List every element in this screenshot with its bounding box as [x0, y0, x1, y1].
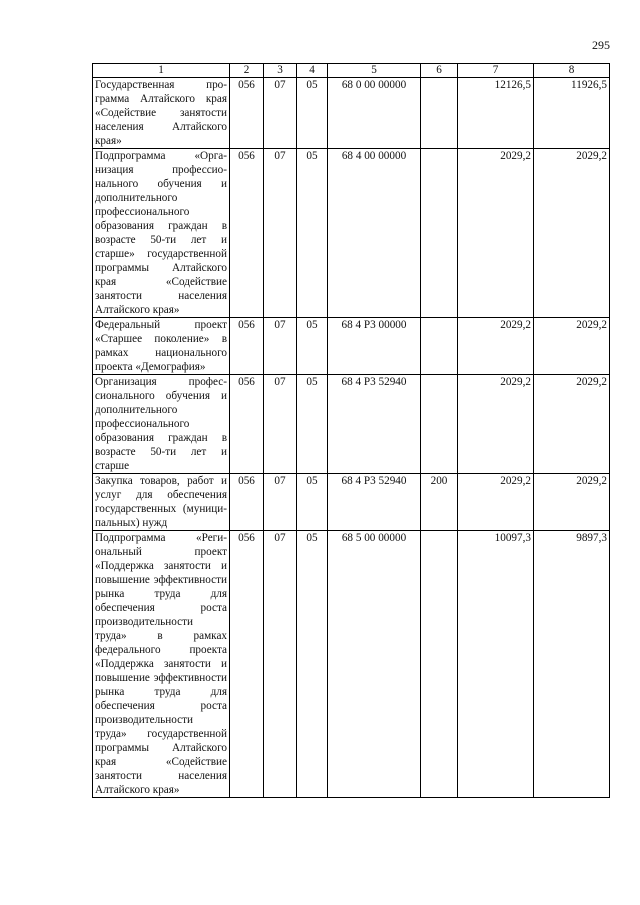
- table-row: [93, 318, 610, 375]
- target-article-code: 68 4 Р3 52940: [328, 375, 421, 474]
- subsection-code: 05: [297, 531, 328, 798]
- column-header: 2: [230, 64, 264, 78]
- ministry-code: 056: [230, 149, 264, 318]
- column-header: 7: [458, 64, 534, 78]
- amount-year-1: 12126,5: [458, 78, 534, 149]
- ministry-code: 056: [230, 474, 264, 531]
- column-header: 4: [297, 64, 328, 78]
- subsection-code: 05: [297, 474, 328, 531]
- amount-year-1: 2029,2: [458, 375, 534, 474]
- ministry-code: 056: [230, 375, 264, 474]
- column-header: 5: [328, 64, 421, 78]
- subsection-code: 05: [297, 318, 328, 375]
- section-code: 07: [264, 474, 297, 531]
- row-name: Подпрограмма «Организация профессионального обучения и дополнительного профессионального образования граждан в возрасте 50-ти лет и старше» государственной программы Алтайского края «Содействие занятости населения Алтайского края»: [93, 149, 230, 318]
- expense-type-code: [421, 78, 458, 149]
- amount-year-1: 2029,2: [458, 318, 534, 375]
- section-code: 07: [264, 78, 297, 149]
- ministry-code: 056: [230, 78, 264, 149]
- row-name: Федеральный проект «Старшее поколение» в рамках национального проекта «Демография»: [93, 318, 230, 375]
- column-header: 8: [534, 64, 610, 78]
- table-row: [93, 149, 610, 318]
- amount-year-1: 10097,3: [458, 531, 534, 798]
- expense-type-code: [421, 375, 458, 474]
- expense-type-code: [421, 531, 458, 798]
- row-name: Государственная программа Алтайского края «Содействие занятости населения Алтайского края»: [93, 78, 230, 149]
- amount-year-2: 2029,2: [534, 149, 610, 318]
- section-code: 07: [264, 318, 297, 375]
- column-header: 1: [93, 64, 230, 78]
- target-article-code: 68 4 Р3 52940: [328, 474, 421, 531]
- target-article-code: 68 4 00 00000: [328, 149, 421, 318]
- expense-type-code: 200: [421, 474, 458, 531]
- subsection-code: 05: [297, 149, 328, 318]
- amount-year-1: 2029,2: [458, 474, 534, 531]
- row-name: Подпрограмма «Региональный проект «Поддержка занятости и повышение эффективности рынка труда для обеспечения роста производительности труда» в рамках федерального проекта «Поддержка занятости и повышение эффективности рынка труда для обеспечения роста производительности труда» государственной программы Алтайского края «Содействие занятости населения Алтайского края»: [93, 531, 230, 798]
- table-row: [93, 78, 610, 149]
- amount-year-2: 2029,2: [534, 375, 610, 474]
- amount-year-2: 2029,2: [534, 318, 610, 375]
- expense-type-code: [421, 149, 458, 318]
- subsection-code: 05: [297, 375, 328, 474]
- row-name: Организация профессионального обучения и дополнительного профессионального образования граждан в возрасте 50-ти лет и старше: [93, 375, 230, 474]
- expense-type-code: [421, 318, 458, 375]
- column-header: 6: [421, 64, 458, 78]
- column-header: 3: [264, 64, 297, 78]
- amount-year-2: 11926,5: [534, 78, 610, 149]
- subsection-code: 05: [297, 78, 328, 149]
- table-row: [93, 531, 610, 798]
- section-code: 07: [264, 375, 297, 474]
- ministry-code: 056: [230, 318, 264, 375]
- table-header-row: [93, 64, 610, 78]
- amount-year-2: 9897,3: [534, 531, 610, 798]
- table-row: [93, 375, 610, 474]
- target-article-code: 68 4 Р3 00000: [328, 318, 421, 375]
- section-code: 07: [264, 531, 297, 798]
- ministry-code: 056: [230, 531, 264, 798]
- amount-year-2: 2029,2: [534, 474, 610, 531]
- page-number: 295: [592, 38, 610, 52]
- target-article-code: 68 5 00 00000: [328, 531, 421, 798]
- budget-table: [92, 63, 610, 798]
- row-name: Закупка товаров, работ и услуг для обеспечения государственных (муниципальных) нужд: [93, 474, 230, 531]
- target-article-code: 68 0 00 00000: [328, 78, 421, 149]
- table-row: [93, 474, 610, 531]
- section-code: 07: [264, 149, 297, 318]
- amount-year-1: 2029,2: [458, 149, 534, 318]
